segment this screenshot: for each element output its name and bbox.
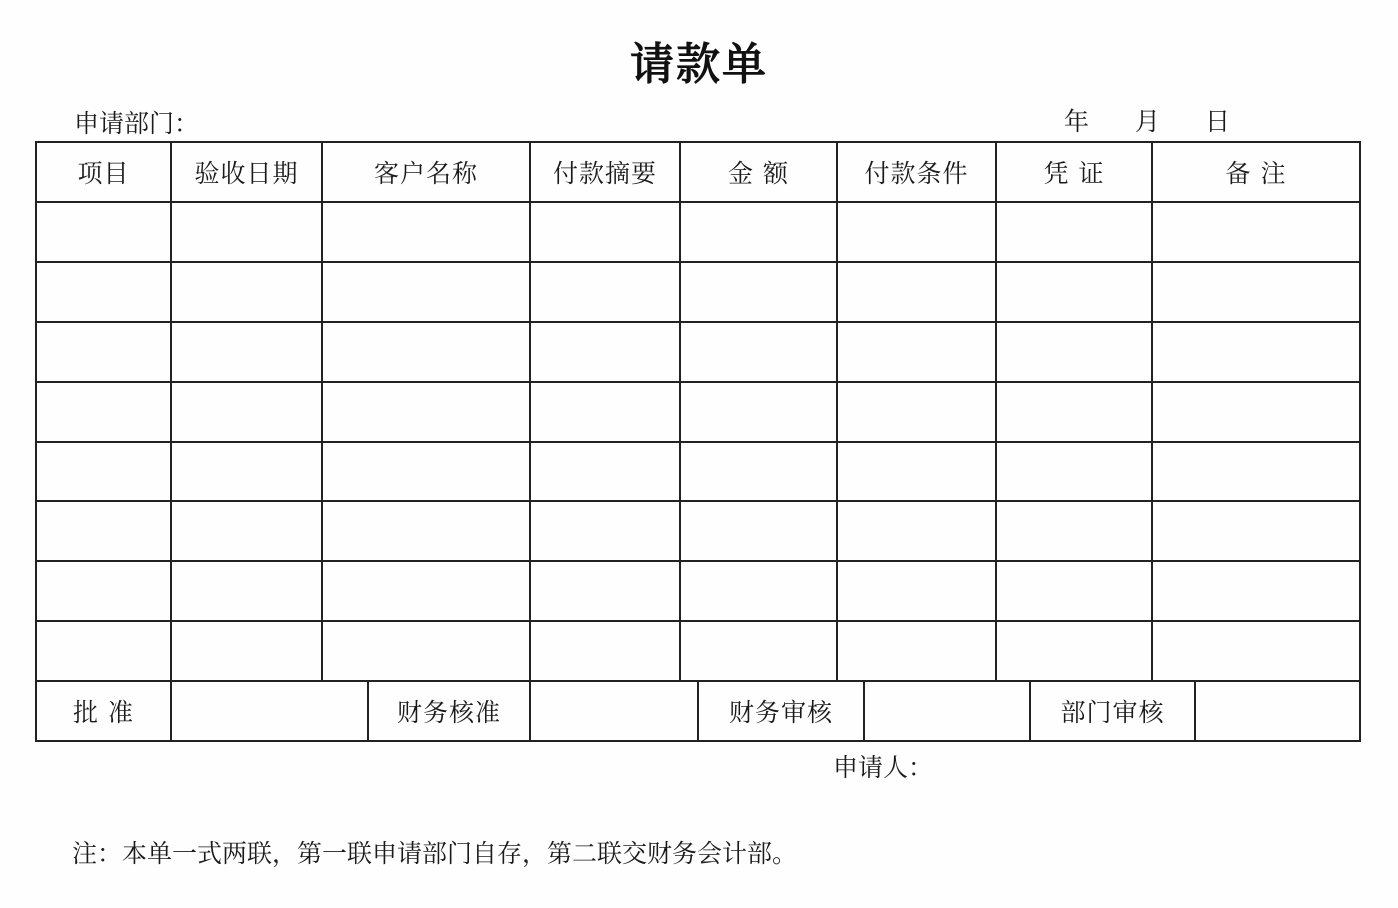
- table-cell[interactable]: [530, 382, 680, 442]
- table-cell[interactable]: [1152, 442, 1360, 501]
- table-cell[interactable]: [171, 202, 322, 262]
- table-cell[interactable]: [36, 442, 171, 501]
- column-header: 备 注: [1225, 159, 1287, 188]
- column-header: 付款条件: [864, 159, 969, 188]
- table-cell[interactable]: [680, 561, 837, 621]
- table-cell[interactable]: [36, 501, 171, 561]
- table-cell[interactable]: [171, 561, 322, 621]
- table-cell[interactable]: [171, 262, 322, 322]
- table-cell[interactable]: [171, 621, 322, 681]
- table-cell[interactable]: [837, 262, 996, 322]
- table-cell[interactable]: [171, 501, 322, 561]
- table-cell[interactable]: [996, 561, 1152, 621]
- column-header: 凭 证: [1043, 159, 1105, 188]
- table-cell[interactable]: [530, 322, 680, 382]
- table-cell[interactable]: [322, 501, 530, 561]
- column-header: 验收日期: [194, 159, 299, 188]
- table-cell[interactable]: [36, 262, 171, 322]
- request-form-table: [36, 142, 1360, 741]
- table-cell[interactable]: [530, 442, 680, 501]
- table-cell[interactable]: [1152, 262, 1360, 322]
- table-cell[interactable]: [36, 322, 171, 382]
- table-cell[interactable]: [322, 322, 530, 382]
- table-cell[interactable]: [837, 322, 996, 382]
- table-cell[interactable]: [680, 322, 837, 382]
- table-cell[interactable]: [322, 262, 530, 322]
- approval-signature-field[interactable]: [1195, 681, 1360, 741]
- table-cell[interactable]: [837, 561, 996, 621]
- table-cell[interactable]: [322, 442, 530, 501]
- table-cell[interactable]: [837, 382, 996, 442]
- footer-note: 注：本单一式两联，第一联申请部门自存，第二联交财务会计部。: [72, 839, 798, 868]
- table-cell[interactable]: [837, 202, 996, 262]
- table-cell[interactable]: [1152, 322, 1360, 382]
- table-cell[interactable]: [996, 442, 1152, 501]
- column-header: 项目: [77, 159, 130, 188]
- table-cell[interactable]: [996, 382, 1152, 442]
- table-cell[interactable]: [1152, 621, 1360, 681]
- table-cell[interactable]: [680, 621, 837, 681]
- form-title: 请款单: [630, 39, 768, 90]
- table-cell[interactable]: [530, 262, 680, 322]
- applicant-label: 申请人：: [833, 753, 934, 782]
- approval-signature-field[interactable]: [864, 681, 1030, 741]
- table-cell[interactable]: [837, 621, 996, 681]
- table-cell[interactable]: [996, 262, 1152, 322]
- table-cell[interactable]: [996, 621, 1152, 681]
- table-cell[interactable]: [322, 382, 530, 442]
- table-cell[interactable]: [36, 382, 171, 442]
- table-cell[interactable]: [680, 382, 837, 442]
- table-cell[interactable]: [171, 382, 322, 442]
- column-header: 客户名称: [373, 159, 478, 188]
- table-cell[interactable]: [322, 561, 530, 621]
- department-label: 申请部门：: [74, 109, 200, 138]
- table-cell[interactable]: [36, 621, 171, 681]
- table-cell[interactable]: [996, 322, 1152, 382]
- approval-label: 部门审核: [1060, 698, 1165, 727]
- date-month-label: 月: [1135, 107, 1161, 136]
- table-cell[interactable]: [171, 322, 322, 382]
- table-cell[interactable]: [680, 262, 837, 322]
- column-header: 付款摘要: [552, 159, 657, 188]
- table-cell[interactable]: [996, 501, 1152, 561]
- table-cell[interactable]: [530, 561, 680, 621]
- table-cell[interactable]: [996, 202, 1152, 262]
- table-cell[interactable]: [171, 442, 322, 501]
- table-cell[interactable]: [1152, 561, 1360, 621]
- date-day-label: 日: [1205, 107, 1231, 136]
- table-cell[interactable]: [322, 202, 530, 262]
- column-header: 金 额: [728, 159, 789, 188]
- table-cell[interactable]: [36, 202, 171, 262]
- table-cell[interactable]: [1152, 382, 1360, 442]
- table-cell[interactable]: [837, 501, 996, 561]
- table-cell[interactable]: [530, 202, 680, 262]
- approval-label: 批 准: [73, 698, 134, 727]
- table-cell[interactable]: [1152, 202, 1360, 262]
- approval-label: 财务核准: [396, 698, 501, 727]
- approval-label: 财务审核: [728, 698, 833, 727]
- table-cell[interactable]: [680, 501, 837, 561]
- table-cell[interactable]: [322, 621, 530, 681]
- table-cell[interactable]: [680, 202, 837, 262]
- table-cell[interactable]: [36, 561, 171, 621]
- table-cell[interactable]: [530, 621, 680, 681]
- table-cell[interactable]: [1152, 501, 1360, 561]
- approval-signature-field[interactable]: [171, 681, 368, 741]
- table-cell[interactable]: [837, 442, 996, 501]
- date-year-label: 年: [1064, 107, 1090, 136]
- approval-signature-field[interactable]: [530, 681, 698, 741]
- table-cell[interactable]: [680, 442, 837, 501]
- table-cell[interactable]: [530, 501, 680, 561]
